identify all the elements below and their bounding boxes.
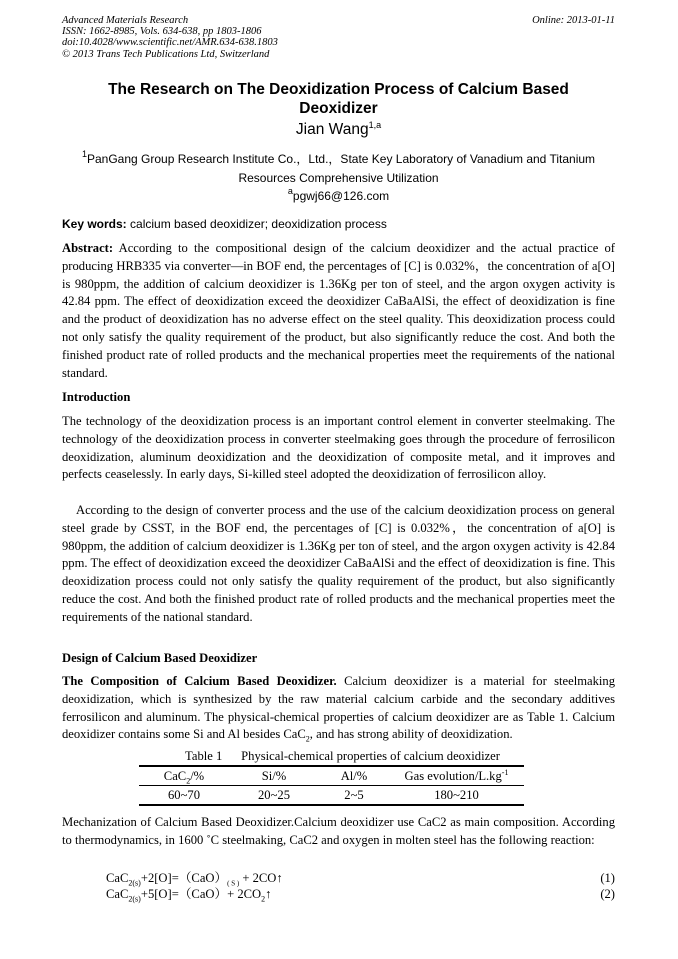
table-header-cac2: CaC$_2$/% xyxy=(139,766,229,786)
properties-table xyxy=(139,765,524,806)
paper-title xyxy=(62,80,615,118)
equation-1-number: (1) xyxy=(600,871,615,885)
author-line xyxy=(62,120,615,140)
equation-2-body: $CaC_{2(s)}+5[O]=(CaO)+ 2CO_2↑$ xyxy=(106,887,272,904)
table-cell: 20~25 xyxy=(229,786,319,806)
table-cell: 60~70 xyxy=(139,786,229,806)
composition-paragraph: The Composition of Calcium Based Deoxidizer. Calcium deoxidizer is a material for steelmaking deoxidization, which is synthesized by the raw material calcium carbide and the secondary additives ferrosilicon and aluminum. The physical-chemical properties of calcium deoxidizer are as Table 1. Calcium deoxidizer contains some Si and Al besides CaC$_2$, and has strong ability of deoxidization. xyxy=(62,674,616,744)
abstract-text: According to the compositional design of the calcium deoxidizer and the actual practice of producing HRB335 via converter—in BOF end, the percentages of [C] is 0.032%，the concentration of a[O] is 980ppm, the addition of calcium deoxidizer is 1.36Kg per ton of steel, and the argon oxygen activity is 42.84 ppm. The effect of deoxidization exceed the deoxidizer CaBaAlSi, the effect of deoxidization is fine and the product of deoxidization has no adverse effect on the steel quality. This deoxidization process could not only satisfy the quality requirement of the product, but also significantly reduce the cost. And both the finished product rate of rolled products and the mechanical properties meet the requirements of the national standard. xyxy=(62,241,615,380)
table-header-si: Si/% xyxy=(229,766,319,786)
table-header-gas: Gas evolution/$L.kg^{-1}$ xyxy=(389,766,524,786)
composition-heading: The Composition of Calcium Based Deoxidizer. xyxy=(62,674,337,688)
journal-doi: doi:10.4028/www.scientific.net/AMR.634-638.1803 xyxy=(62,37,278,49)
author-name: Jian Wang xyxy=(295,121,369,138)
affiliation-superscript: 1 xyxy=(81,149,87,159)
equation-2-number: (2) xyxy=(600,887,615,901)
abstract xyxy=(62,240,615,382)
author-superscript: 1,a xyxy=(368,120,382,130)
table-caption-text: Physical-chemical properties of calcium deoxidizer xyxy=(241,749,500,763)
introduction-paragraph-1: The technology of the deoxidization process is an important control element in converter steelmaking. The technology of the deoxidization process in converter steelmaking goes through the procedure of ferrosilicon deoxidization, aluminum deoxidization and the deoxidization of composite metal, and it improves and perfects ceaselessly. In early days, Si-killed steel adopted the deoxidization of ferrosilicon alloy. xyxy=(62,414,615,482)
email-superscript: a xyxy=(287,186,293,196)
introduction-heading: Introduction xyxy=(62,390,131,404)
title-line-1: The Research on The Deoxidization Process of Calcium Based xyxy=(108,81,569,98)
journal-copyright: © 2013 Trans Tech Publications Ltd, Switzerland xyxy=(62,48,270,60)
journal-header xyxy=(62,15,615,60)
affiliation-line-1: $^1$PanGang Group Research Institute Co.，Ltd.，State Key Laboratory of Vanadium and Titanium xyxy=(81,149,596,166)
keywords-text: calcium based deoxidizer; deoxidization process xyxy=(126,217,387,231)
keywords xyxy=(62,216,615,234)
online-date: Online: 2013-01-11 xyxy=(532,15,615,26)
table-1 xyxy=(145,748,540,806)
mechanization-paragraph: Mechanization of Calcium Based Deoxidizer.Calcium deoxidizer use CaC2 as main composition. According to thermodynamics, in 1600 ˚C steelmaking, CaC2 and oxygen in molten steel has the following reaction: xyxy=(62,815,615,847)
journal-name: Advanced Materials Research xyxy=(62,15,189,26)
table-header-al: Al/% xyxy=(319,766,389,786)
table-cell: 2~5 xyxy=(319,786,389,806)
design-heading: Design of Calcium Based Deoxidizer xyxy=(62,651,258,665)
table-header-row xyxy=(139,766,524,786)
table-caption xyxy=(145,748,540,765)
journal-issn: ISSN: 1662-8985, Vols. 634-638, pp 1803-1806 xyxy=(62,26,262,38)
table-row xyxy=(139,786,524,806)
author-email: $^a$pgwj66@126.com xyxy=(287,186,390,203)
affiliation xyxy=(62,150,615,206)
affiliation-line-2: Resources Comprehensive Utilization xyxy=(238,170,439,185)
title-line-2: Deoxidizer xyxy=(299,100,378,117)
abstract-label: Abstract: xyxy=(62,241,114,255)
equation-1-body: $CaC_{2(s)}+2[O]=(CaO)_{( S )}$ + 2CO↑ xyxy=(106,871,283,888)
table-caption-label: Table 1 xyxy=(185,749,223,763)
introduction-paragraph-2: According to the design of converter process and the use of the calcium deoxidization process on general steel grade by CSST, in the BOF end, the percentages of [C] is 0.032%，the concentration of a[O] is 980ppm, the addition of calcium deoxidizer is 1.36Kg per ton of steel, and the argon oxygen activity is 42.84 ppm. The effect of deoxidization exceed the deoxidizer CaBaAlSi and the effect of deoxidization is fine. This deoxidization process could not only satisfy the quality requirement of the product, but also significantly reduce the cost. And both the finished product rate of rolled products and the mechanical properties meet the requirements of the national standard. xyxy=(62,503,615,624)
table-cell: 180~210 xyxy=(389,786,524,806)
keywords-label: Key words: xyxy=(62,217,127,231)
